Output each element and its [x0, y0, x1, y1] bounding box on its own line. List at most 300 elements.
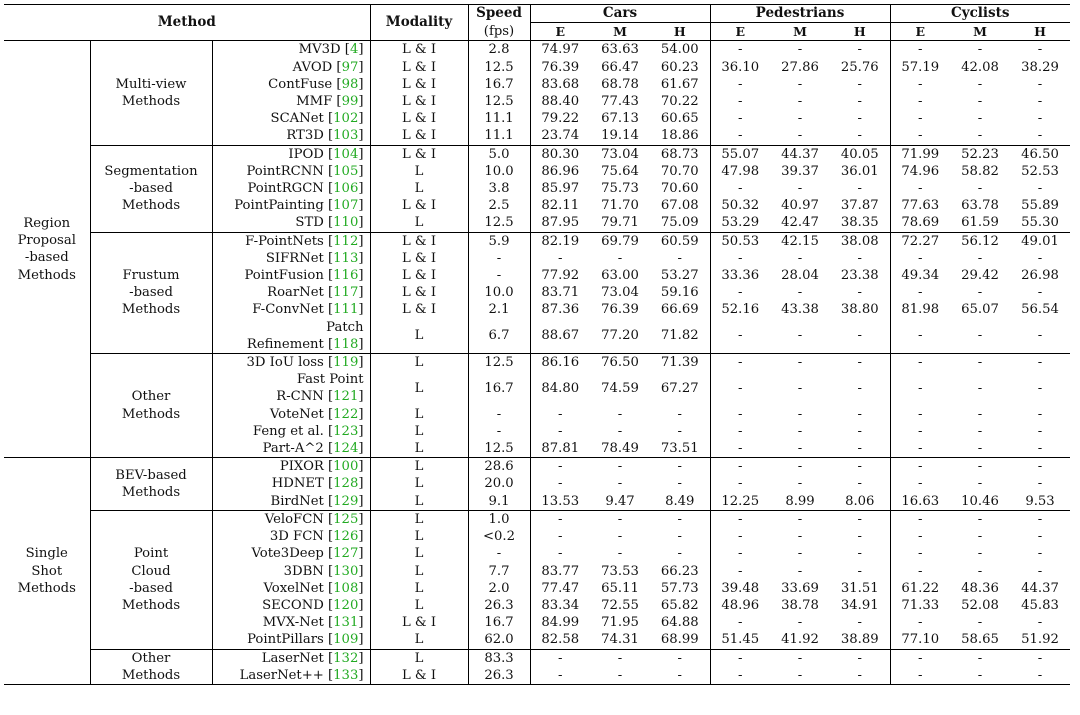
- method-name-text: 3D FCN: [269, 529, 324, 545]
- score-cell: 13.53: [541, 493, 580, 509]
- header-row-1: [4, 5, 1070, 23]
- score-cell: -: [590, 649, 650, 667]
- citation-ref: 111: [333, 302, 359, 318]
- method-name: PIXOR [100]: [212, 458, 370, 476]
- score-cell: 74.96: [901, 163, 940, 179]
- citation-ref: 122: [333, 406, 359, 422]
- score-cell: -: [977, 615, 983, 631]
- method-name-text: 3DBN: [283, 563, 324, 579]
- score-cell: -: [830, 127, 890, 145]
- speed-cell: 5.0: [468, 145, 530, 163]
- score-cell: -: [738, 181, 743, 197]
- score-cell: 61.59: [961, 215, 999, 231]
- score-cell: -: [770, 41, 830, 59]
- score-cell: 83.68: [541, 76, 580, 92]
- score-cell: -: [890, 458, 950, 476]
- method-name: Part-A^2 [124]: [212, 440, 370, 458]
- ped-hard-header: H: [830, 23, 890, 41]
- speed-cell: 1.0: [468, 510, 530, 528]
- score-cell: -: [918, 380, 923, 396]
- score-cell: 38.08: [830, 232, 890, 250]
- score-cell: -: [830, 614, 890, 631]
- score-cell: 73.53: [601, 563, 639, 579]
- score-cell: 48.96: [721, 597, 760, 613]
- modality-cell: L & I: [370, 667, 468, 685]
- subgroup-label: Segmentation -based Methods: [90, 145, 212, 232]
- cyc-easy-header: E: [890, 23, 950, 41]
- score-cell: -: [738, 423, 743, 439]
- modality-cell: L: [370, 510, 468, 528]
- method-name: Vote3Deep [127]: [212, 545, 370, 562]
- method-name-text: AVOD: [292, 59, 333, 75]
- score-cell: -: [797, 285, 803, 301]
- score-cell: 16.63: [901, 493, 940, 509]
- score-cell: -: [650, 510, 710, 528]
- score-cell: 9.47: [605, 493, 635, 509]
- score-cell: -: [1037, 476, 1043, 492]
- score-cell: 57.19: [901, 59, 940, 75]
- citation-ref: 123: [333, 423, 359, 439]
- score-cell: -: [797, 380, 803, 396]
- speed-cell: 11.1: [468, 110, 530, 127]
- score-cell: -: [830, 649, 890, 667]
- method-name-text: BirdNet: [270, 493, 324, 509]
- modality-cell: L & I: [370, 232, 468, 250]
- score-cell: -: [738, 285, 743, 301]
- score-cell: 65.82: [650, 597, 710, 614]
- modality-cell: L & I: [370, 301, 468, 318]
- score-cell: -: [1037, 563, 1043, 579]
- modality-cell: L & I: [370, 76, 468, 93]
- score-cell: -: [770, 649, 830, 667]
- score-cell: -: [650, 423, 710, 440]
- score-cell: 74.59: [601, 380, 639, 396]
- method-name-text: MMF: [296, 94, 333, 110]
- subgroup-label: Multi-view Methods: [90, 41, 212, 145]
- score-cell: 38.35: [830, 214, 890, 232]
- method-name-text: Refinement: [246, 336, 324, 352]
- method-name-text: RoarNet: [267, 285, 324, 301]
- score-cell: -: [1037, 615, 1043, 631]
- score-cell: -: [1010, 667, 1070, 685]
- speed-cell: 16.7: [468, 371, 530, 405]
- score-cell: -: [770, 667, 830, 685]
- score-cell: -: [950, 649, 1010, 667]
- score-cell: 38.89: [830, 631, 890, 649]
- score-cell: 87.36: [541, 302, 580, 318]
- method-name-text: Patch: [326, 319, 364, 335]
- score-cell: 86.16: [530, 354, 590, 372]
- score-cell: 66.23: [650, 563, 710, 580]
- score-cell: 60.59: [650, 232, 710, 250]
- method-name: MVX-Net [131]: [212, 614, 370, 631]
- score-cell: -: [797, 476, 803, 492]
- score-cell: -: [1037, 76, 1043, 92]
- modality-cell: L & I: [370, 41, 468, 59]
- citation-ref: 104: [333, 146, 359, 162]
- score-cell: 42.15: [770, 232, 830, 250]
- table-body: [4, 41, 1070, 685]
- score-cell: -: [738, 76, 743, 92]
- score-cell: 48.36: [961, 580, 999, 596]
- score-cell: 57.73: [650, 580, 710, 597]
- modality-cell: L & I: [370, 614, 468, 631]
- method-name: PointPainting [107]: [212, 197, 370, 214]
- score-cell: -: [650, 528, 710, 545]
- score-cell: 46.50: [1010, 145, 1070, 163]
- score-cell: -: [1037, 328, 1043, 344]
- citation-ref: 107: [333, 198, 359, 214]
- score-cell: -: [1037, 380, 1043, 396]
- score-cell: -: [918, 181, 923, 197]
- score-cell: 33.36: [721, 268, 760, 284]
- score-cell: -: [710, 649, 770, 667]
- score-cell: -: [1037, 111, 1043, 127]
- modality-cell: L: [370, 580, 468, 597]
- method-name: Patch Refinement [118]: [212, 319, 370, 354]
- method-name-text: MVX-Net: [262, 615, 324, 631]
- score-cell: -: [890, 41, 950, 59]
- method-name: PointPillars [109]: [212, 631, 370, 649]
- score-cell: -: [710, 41, 770, 59]
- score-cell: 55.89: [1021, 198, 1059, 214]
- citation-ref: 127: [333, 546, 359, 562]
- speed-cell: 62.0: [468, 631, 530, 649]
- score-cell: -: [558, 546, 563, 562]
- score-cell: 55.07: [710, 145, 770, 163]
- score-cell: -: [830, 110, 890, 127]
- modality-cell: L: [370, 163, 468, 180]
- table-row: [4, 354, 1070, 372]
- speed-cell: 12.5: [468, 214, 530, 232]
- modality-cell: L & I: [370, 93, 468, 110]
- group-label: Region Proposal -based Methods: [4, 41, 90, 458]
- method-name: 3DBN [130]: [212, 563, 370, 580]
- score-cell: 29.42: [961, 268, 999, 284]
- score-cell: -: [890, 649, 950, 667]
- method-name-text: Feng et al.: [252, 423, 324, 439]
- citation-ref: 108: [333, 580, 359, 596]
- modality-cell: L: [370, 597, 468, 614]
- subgroup-label: Frustum -based Methods: [90, 232, 212, 353]
- score-cell: 76.39: [541, 59, 580, 75]
- method-name: IPOD [104]: [212, 145, 370, 163]
- speed-cell: 10.0: [468, 284, 530, 301]
- method-name: F-ConvNet [111]: [212, 301, 370, 318]
- method-name: 3D FCN [126]: [212, 528, 370, 545]
- score-cell: 36.01: [830, 163, 890, 180]
- table-row: [4, 649, 1070, 667]
- cyc-moderate-header: M: [950, 23, 1010, 41]
- score-cell: 55.30: [1021, 215, 1059, 231]
- score-cell: -: [797, 406, 803, 422]
- speed-cell: -: [468, 545, 530, 562]
- speed-cell: 20.0: [468, 475, 530, 492]
- score-cell: 63.63: [590, 41, 650, 59]
- score-cell: -: [1037, 441, 1043, 457]
- score-cell: -: [797, 94, 803, 110]
- score-cell: 83.77: [541, 563, 580, 579]
- score-cell: -: [830, 76, 890, 93]
- citation-ref: 125: [333, 511, 359, 527]
- score-cell: -: [830, 371, 890, 405]
- score-cell: -: [977, 441, 983, 457]
- score-cell: -: [530, 510, 590, 528]
- method-name-text: ContFuse: [268, 76, 333, 92]
- speed-cell: -: [468, 406, 530, 423]
- method-name-text: VoxelNet: [263, 580, 324, 596]
- modality-cell: L & I: [370, 127, 468, 145]
- score-cell: 38.78: [781, 597, 819, 613]
- score-cell: -: [558, 423, 563, 439]
- score-cell: -: [617, 476, 623, 492]
- score-cell: -: [770, 458, 830, 476]
- score-cell: 84.80: [541, 380, 580, 396]
- score-cell: 33.69: [781, 580, 819, 596]
- score-cell: 42.08: [961, 59, 999, 75]
- method-name-text: RT3D: [286, 128, 324, 144]
- score-cell: -: [1037, 250, 1043, 266]
- score-cell: 39.48: [721, 580, 760, 596]
- method-name-text: PointRCNN: [246, 163, 324, 179]
- score-cell: 52.08: [961, 597, 999, 613]
- score-cell: 44.37: [1021, 580, 1059, 596]
- modality-cell: L: [370, 475, 468, 492]
- score-cell: 50.53: [710, 232, 770, 250]
- method-name: VoxelNet [108]: [212, 580, 370, 597]
- score-cell: -: [1037, 128, 1043, 144]
- score-cell: -: [918, 76, 923, 92]
- score-cell: 58.82: [961, 163, 999, 179]
- score-cell: 18.86: [650, 127, 710, 145]
- citation-ref: 121: [333, 389, 359, 405]
- score-cell: 38.80: [830, 301, 890, 318]
- score-cell: 61.22: [901, 580, 940, 596]
- score-cell: -: [1037, 94, 1043, 110]
- score-cell: 82.19: [530, 232, 590, 250]
- score-cell: 77.43: [601, 94, 639, 110]
- group-label: Single Shot Methods: [4, 458, 90, 685]
- score-cell: 52.23: [950, 145, 1010, 163]
- method-name-text: SCANet: [270, 111, 324, 127]
- score-cell: -: [890, 510, 950, 528]
- citation-ref: 99: [341, 94, 359, 110]
- method-name-text: PointRGCN: [247, 181, 324, 197]
- score-cell: -: [797, 529, 803, 545]
- cyc-hard-header: H: [1010, 23, 1070, 41]
- score-cell: 70.60: [650, 180, 710, 197]
- speed-cell: 28.6: [468, 458, 530, 476]
- citation-ref: 128: [333, 476, 359, 492]
- score-cell: 47.98: [721, 163, 760, 179]
- cars-hard-header: H: [650, 23, 710, 41]
- score-cell: 71.99: [890, 145, 950, 163]
- subgroup-label: BEV-based Methods: [90, 458, 212, 511]
- score-cell: 64.88: [650, 614, 710, 631]
- score-cell: 31.51: [830, 580, 890, 597]
- method-name-text: F-ConvNet: [252, 302, 324, 318]
- score-cell: -: [558, 529, 563, 545]
- speed-cell: 26.3: [468, 667, 530, 685]
- score-cell: 83.34: [541, 597, 580, 613]
- method-name: PointFusion [116]: [212, 267, 370, 284]
- score-cell: 9.53: [1025, 493, 1055, 509]
- method-name-text: MV3D: [298, 42, 341, 58]
- score-cell: -: [830, 563, 890, 580]
- table-row: [4, 510, 1070, 528]
- citation-ref: 102: [333, 111, 359, 127]
- speed-unit-header: (fps): [468, 23, 530, 41]
- citation-ref: 113: [333, 250, 359, 266]
- score-cell: -: [977, 250, 983, 266]
- score-cell: -: [797, 328, 803, 344]
- method-name-text: R-CNN: [276, 389, 324, 405]
- score-cell: -: [977, 94, 983, 110]
- score-cell: 77.10: [901, 632, 940, 648]
- score-cell: 67.08: [650, 197, 710, 214]
- score-cell: -: [977, 328, 983, 344]
- score-cell: -: [617, 546, 623, 562]
- score-cell: 27.86: [781, 59, 819, 75]
- method-name: LaserNet++ [133]: [212, 667, 370, 685]
- score-cell: -: [797, 76, 803, 92]
- modality-cell: L: [370, 406, 468, 423]
- score-cell: -: [738, 328, 743, 344]
- modality-cell: L: [370, 371, 468, 405]
- citation-ref: 100: [333, 459, 359, 475]
- score-cell: 74.31: [601, 632, 639, 648]
- modality-cell: L: [370, 354, 468, 372]
- score-cell: 8.99: [785, 493, 815, 509]
- score-cell: 63.78: [961, 198, 999, 214]
- score-cell: -: [770, 510, 830, 528]
- citation-ref: 126: [333, 529, 359, 545]
- score-cell: -: [830, 41, 890, 59]
- score-cell: 45.83: [1021, 597, 1059, 613]
- score-cell: 67.13: [601, 111, 639, 127]
- speed-cell: 12.5: [468, 354, 530, 372]
- score-cell: -: [1010, 510, 1070, 528]
- score-cell: -: [1037, 529, 1043, 545]
- cars-header: Cars: [530, 5, 710, 23]
- score-cell: -: [918, 546, 923, 562]
- modality-cell: L: [370, 649, 468, 667]
- score-cell: -: [918, 406, 923, 422]
- cyclists-header: Cyclists: [890, 5, 1070, 23]
- score-cell: -: [738, 476, 743, 492]
- score-cell: -: [738, 546, 743, 562]
- speed-cell: 7.7: [468, 563, 530, 580]
- score-cell: -: [617, 406, 623, 422]
- score-cell: 56.12: [950, 232, 1010, 250]
- modality-cell: L: [370, 458, 468, 476]
- score-cell: -: [977, 546, 983, 562]
- method-name-text: LaserNet++: [239, 667, 324, 683]
- score-cell: -: [977, 181, 983, 197]
- score-cell: -: [650, 475, 710, 492]
- score-cell: 34.91: [830, 597, 890, 614]
- score-cell: 77.47: [541, 580, 580, 596]
- speed-header: Speed: [468, 5, 530, 23]
- score-cell: -: [530, 667, 590, 685]
- score-cell: -: [1037, 181, 1043, 197]
- subgroup-label: Point Cloud -based Methods: [90, 510, 212, 649]
- ped-easy-header: E: [710, 23, 770, 41]
- score-cell: -: [950, 354, 1010, 372]
- score-cell: 60.23: [650, 59, 710, 76]
- score-cell: -: [738, 128, 743, 144]
- score-cell: 84.99: [541, 615, 580, 631]
- citation-ref: 106: [333, 181, 359, 197]
- modality-cell: L: [370, 214, 468, 232]
- score-cell: -: [738, 615, 743, 631]
- score-cell: 81.98: [901, 302, 940, 318]
- score-cell: 67.27: [650, 371, 710, 405]
- score-cell: -: [650, 649, 710, 667]
- score-cell: 82.58: [541, 632, 580, 648]
- score-cell: 80.30: [530, 145, 590, 163]
- score-cell: -: [797, 441, 803, 457]
- score-cell: 59.16: [650, 284, 710, 301]
- modality-cell: L: [370, 423, 468, 440]
- modality-cell: L: [370, 440, 468, 458]
- score-cell: -: [797, 423, 803, 439]
- citation-ref: 124: [333, 441, 359, 457]
- score-cell: -: [710, 458, 770, 476]
- score-cell: 28.04: [781, 268, 819, 284]
- score-cell: 69.79: [590, 232, 650, 250]
- score-cell: -: [977, 406, 983, 422]
- score-cell: -: [738, 563, 743, 579]
- method-name: BirdNet [129]: [212, 493, 370, 511]
- method-name-text: STD: [295, 215, 324, 231]
- score-cell: -: [797, 250, 803, 266]
- score-cell: -: [918, 250, 923, 266]
- speed-cell: 16.7: [468, 76, 530, 93]
- speed-cell: 10.0: [468, 163, 530, 180]
- method-name: SIFRNet [113]: [212, 250, 370, 267]
- score-cell: -: [710, 354, 770, 372]
- score-cell: -: [1010, 354, 1070, 372]
- modality-cell: L & I: [370, 59, 468, 76]
- speed-cell: 6.7: [468, 319, 530, 354]
- citation-ref: 110: [333, 215, 359, 231]
- method-name: LaserNet [132]: [212, 649, 370, 667]
- score-cell: 44.37: [770, 145, 830, 163]
- score-cell: -: [830, 284, 890, 301]
- method-name-text: HDNET: [271, 476, 324, 492]
- results-table: [4, 4, 1070, 685]
- method-name: VeloFCN [125]: [212, 510, 370, 528]
- score-cell: 87.81: [541, 441, 580, 457]
- score-cell: 85.97: [541, 181, 580, 197]
- score-cell: -: [710, 667, 770, 685]
- method-name: 3D IoU loss [119]: [212, 354, 370, 372]
- method-name: RoarNet [117]: [212, 284, 370, 301]
- speed-cell: 2.8: [468, 41, 530, 59]
- method-name: VoteNet [122]: [212, 406, 370, 423]
- score-cell: -: [650, 667, 710, 685]
- score-cell: -: [977, 285, 983, 301]
- score-cell: 86.96: [541, 163, 580, 179]
- method-name: STD [110]: [212, 214, 370, 232]
- method-name: HDNET [128]: [212, 475, 370, 492]
- score-cell: 10.46: [961, 493, 999, 509]
- citation-ref: 4: [349, 42, 359, 58]
- method-name-text: PointFusion: [244, 268, 324, 284]
- speed-cell: 12.5: [468, 440, 530, 458]
- score-cell: 49.01: [1010, 232, 1070, 250]
